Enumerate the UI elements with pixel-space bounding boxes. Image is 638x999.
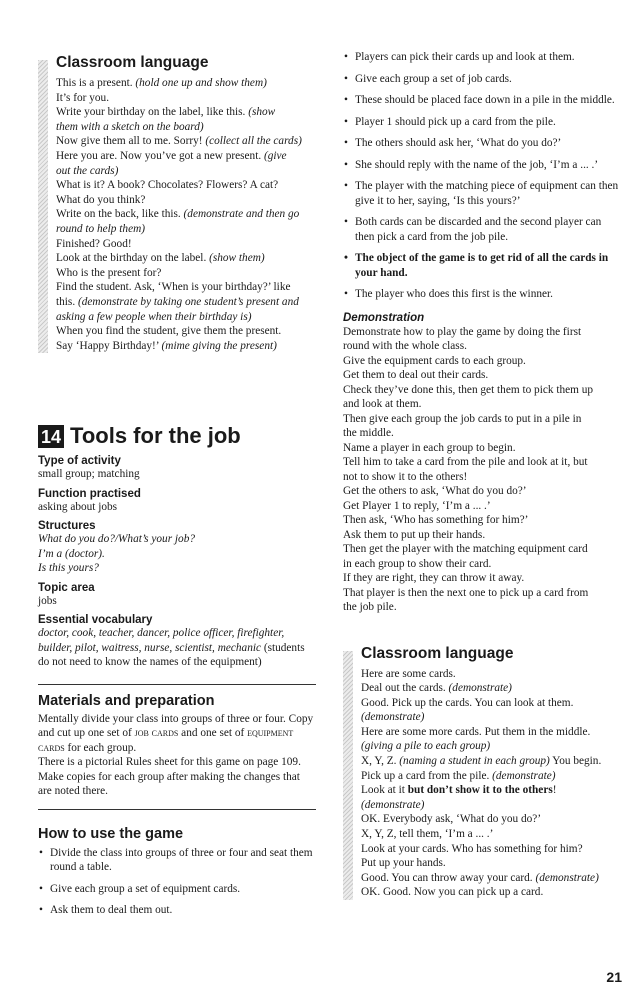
essential-vocabulary-heading: Essential vocabulary (38, 614, 153, 627)
type-of-activity-text: small group; matching (38, 468, 140, 481)
list-item: • Divide the class into groups of three or four and seat them round a table. (38, 846, 316, 875)
demonstration-text (343, 325, 623, 615)
line-segment: (mime giving the present) (161, 339, 277, 352)
language-line (56, 91, 316, 106)
list-item: • Give each group a set of equipment cards. (38, 882, 316, 897)
rules-list (343, 50, 623, 302)
demonstration-line: Get the others to ask, ‘What do you do?’ (343, 485, 527, 497)
list-item: • Player 1 should pick up a card from the pile. (343, 115, 623, 130)
line-segment: (demonstrate) (361, 711, 425, 724)
demonstration-line: in each group to show their card. (343, 557, 492, 570)
classroom-language-lines (56, 76, 316, 353)
vocabulary-list: doctor, cook, teacher, dancer, police officer, firefighter, builder, pilot, waitress, nurse, scientist, mechanic (38, 627, 285, 654)
line-segment: Deal out the cards. (361, 682, 449, 695)
line-segment: It’s for you. (56, 91, 110, 104)
line-segment: Say ‘Happy Birthday!’ (56, 339, 162, 352)
unit-header (38, 423, 316, 449)
line-segment: What is it? A book? Chocolates? Flowers? A cat? (56, 179, 279, 192)
classroom-language-lines (361, 667, 623, 901)
demonstration-heading: Demonstration (343, 311, 425, 324)
language-line (361, 769, 623, 784)
demonstration-line: Get them to deal out their cards. (343, 369, 489, 381)
line-segment: You begin. (549, 755, 602, 768)
line-segment: (naming a student in each group) (399, 755, 550, 768)
materials-section (38, 685, 316, 799)
language-line (56, 76, 316, 91)
line-segment: but don’t show it to the others (407, 784, 553, 797)
line-segment: Here you are. Now you’ve got a new present. (56, 149, 264, 162)
list-item: • She should reply with the name of the job, ‘I’m a ... .’ (343, 158, 623, 173)
line-segment: asking a few people when their birthday is) (56, 310, 252, 323)
line-segment: (collect all the cards) (205, 135, 302, 148)
demonstration-line: Give the equipment cards to each group. (343, 354, 526, 367)
structure-line: What do you do?/What’s your job? (38, 533, 195, 546)
demonstration-line: round with the whole class. (343, 340, 467, 352)
demonstration-line: Then give each group the job cards to put in a pile in (343, 412, 582, 425)
how-to-section (38, 810, 316, 918)
line-segment: out the cards) (56, 164, 119, 177)
function-practised-text: asking about jobs (38, 500, 118, 513)
line-segment: Good. You can throw away your card. (361, 871, 536, 884)
line-segment: Write on the back, like this. (56, 208, 184, 221)
equipment-cards-label: equipment cards (38, 727, 294, 754)
type-of-activity-heading: Type of activity (38, 455, 121, 468)
line-segment: (demonstrate) (492, 769, 556, 782)
line-segment: (give (263, 149, 287, 162)
line-segment: Put up your hands. (361, 857, 446, 870)
language-line (361, 827, 623, 842)
line-segment: Look at the birthday on the label. (56, 252, 210, 265)
line-segment: OK. Everybody ask, ‘What do you do?’ (361, 813, 542, 826)
demonstration-line: Get Player 1 to reply, ‘I’m a ... .’ (343, 499, 491, 512)
language-line (56, 280, 316, 295)
essential-vocabulary-text (38, 626, 316, 670)
list-item: • The player with the matching piece of equipment can then give it to her, saying, ‘Is this yours?’ (343, 179, 623, 208)
shaded-margin-stripe (343, 651, 353, 901)
unit-title (38, 423, 316, 449)
list-item: • The player who does this first is the winner. (343, 287, 623, 302)
language-line (361, 842, 623, 857)
line-segment: Find the student. Ask, ‘When is your birthday?’ like (56, 281, 291, 294)
materials-text: and one set of (178, 727, 248, 740)
line-segment: Pick up a card from the pile. (361, 769, 493, 782)
language-line (361, 754, 623, 769)
language-line (56, 105, 316, 120)
line-segment: (show them) (209, 252, 265, 265)
right-column (343, 50, 623, 900)
demonstration-line: Tell him to take a card from the pile and look at it, but (343, 456, 588, 468)
materials-text: for each group. (64, 741, 137, 754)
line-segment: When you find the student, give them the present. (56, 325, 282, 338)
structures-heading: Structures (38, 520, 96, 533)
demonstration-line: Check they’ve done this, then get them to pick them up (343, 383, 594, 396)
demonstration-line: That player is then the next one to pick up a card from (343, 586, 589, 599)
language-line (56, 134, 316, 149)
language-line (361, 885, 623, 900)
list-item: • Give each group a set of job cards. (343, 72, 623, 87)
language-line (361, 783, 623, 798)
language-line (56, 251, 316, 266)
line-segment: (demonstrate by taking one student’s present and (77, 295, 299, 308)
unit-title-text: Tools for the job (70, 423, 241, 449)
demonstration-line: Then get the player with the matching equipment card (343, 543, 588, 555)
line-segment: Finished? Good! (56, 237, 132, 250)
language-line (56, 295, 316, 310)
shaded-margin-stripe (38, 60, 48, 353)
language-line (56, 310, 316, 325)
line-segment: Good. Pick up the cards. You can look at them. (361, 696, 574, 709)
demonstration-line: Demonstrate how to play the game by doing the first (343, 325, 582, 338)
line-segment: Look at it (361, 784, 408, 797)
line-segment: What do you think? (56, 193, 146, 206)
language-line (56, 339, 316, 354)
language-line (361, 856, 623, 871)
topic-area-heading: Topic area (38, 581, 95, 594)
line-segment: (demonstrate) (448, 682, 512, 695)
demonstration-line: If they are right, they can throw it away. (343, 572, 525, 584)
demonstration-line: not to show it to the others! (343, 470, 468, 483)
line-segment: Look at your cards. Who has something for him? (361, 842, 583, 855)
line-segment: (giving a pile to each group) (361, 740, 491, 753)
demonstration-line: Name a player in each group to begin. (343, 441, 516, 454)
vocabulary-note: (students do not need to know the names of the equipment) (38, 641, 305, 669)
classroom-language-box-right (343, 645, 623, 901)
list-item: • Ask them to deal them out. (38, 903, 316, 918)
line-segment: (demonstrate) (361, 798, 425, 811)
classroom-language-heading: Classroom language (361, 644, 514, 662)
line-segment: X, Y, Z. (361, 755, 400, 768)
page-number: 21 (606, 969, 622, 985)
line-segment: X, Y, Z, tell them, ‘I’m a ... .’ (361, 828, 494, 841)
language-line (56, 164, 316, 179)
line-segment: (demonstrate) (535, 871, 599, 884)
language-line (56, 324, 316, 339)
line-segment: Who is the present for? (56, 266, 162, 279)
language-line (56, 222, 316, 237)
line-segment: this. (56, 295, 78, 308)
unit-info (38, 455, 316, 670)
classroom-language-heading: Classroom language (56, 54, 209, 71)
line-segment: OK. Good. Now you can pick up a card. (361, 886, 544, 899)
language-line (56, 178, 316, 193)
job-cards-label: job cards (134, 727, 179, 740)
list-item: • These should be placed face down in a pile in the middle. (343, 93, 623, 108)
language-line (56, 193, 316, 208)
line-segment: ! (552, 784, 557, 797)
language-line (56, 237, 316, 252)
line-segment: (demonstrate and then go (183, 208, 300, 221)
list-item: • The object of the game is to get rid of all the cards in your hand. (343, 251, 623, 280)
language-line (361, 710, 623, 725)
function-practised-heading: Function practised (38, 487, 141, 500)
language-line (56, 207, 316, 222)
language-line (361, 725, 623, 740)
topic-area-text: jobs (38, 594, 57, 607)
materials-paragraph-2: There is a pictorial Rules sheet for this game on page 109. Make copies for each group after making the changes that are noted there. (38, 756, 301, 798)
line-segment: them with a sketch on the board) (56, 120, 204, 133)
line-segment: (hold one up and show them) (135, 77, 267, 89)
language-line (361, 739, 623, 754)
language-line (361, 798, 623, 813)
demonstration-line: Ask them to put up their hands. (343, 528, 486, 541)
line-segment: Here are some more cards. Put them in the middle. (361, 725, 591, 738)
materials-text: Mentally divide your class into groups of three or four. Copy and cut up one set of (38, 712, 314, 740)
language-line (361, 681, 623, 696)
language-line (56, 120, 316, 135)
list-item: • The others should ask her, ‘What do you do?’ (343, 136, 623, 151)
language-line (361, 871, 623, 886)
structure-line: I’m a (doctor). (38, 547, 105, 560)
how-to-list (38, 846, 316, 918)
line-segment: Here are some cards. (361, 667, 456, 680)
line-segment: Write your birthday on the label, like this. (56, 106, 249, 119)
list-item: • Players can pick their cards up and look at them. (343, 50, 623, 65)
structure-line: Is this yours? (38, 562, 99, 575)
left-column (38, 50, 316, 925)
line-segment: (show (248, 106, 276, 119)
unit-number-badge: 14 (38, 425, 64, 448)
language-line (56, 266, 316, 281)
demonstration-line: the job pile. (343, 601, 397, 613)
language-line (56, 149, 316, 164)
demonstration-line: the middle. (343, 427, 394, 439)
classroom-language-box-left (38, 54, 316, 353)
how-to-heading: How to use the game (38, 825, 184, 842)
materials-paragraph-1 (38, 712, 316, 756)
list-item: • Both cards can be discarded and the second player can then pick a card from the job pile. (343, 215, 623, 244)
line-segment: Now give them all to me. Sorry! (56, 135, 206, 148)
line-segment: This is a present. (56, 77, 136, 89)
demonstration-line: and look at them. (343, 398, 422, 410)
language-line (361, 667, 623, 682)
line-segment: round to help them) (56, 222, 146, 235)
demonstration-line: Then ask, ‘Who has something for him?’ (343, 514, 529, 526)
language-line (361, 812, 623, 827)
materials-heading: Materials and preparation (38, 692, 215, 709)
language-line (361, 696, 623, 711)
